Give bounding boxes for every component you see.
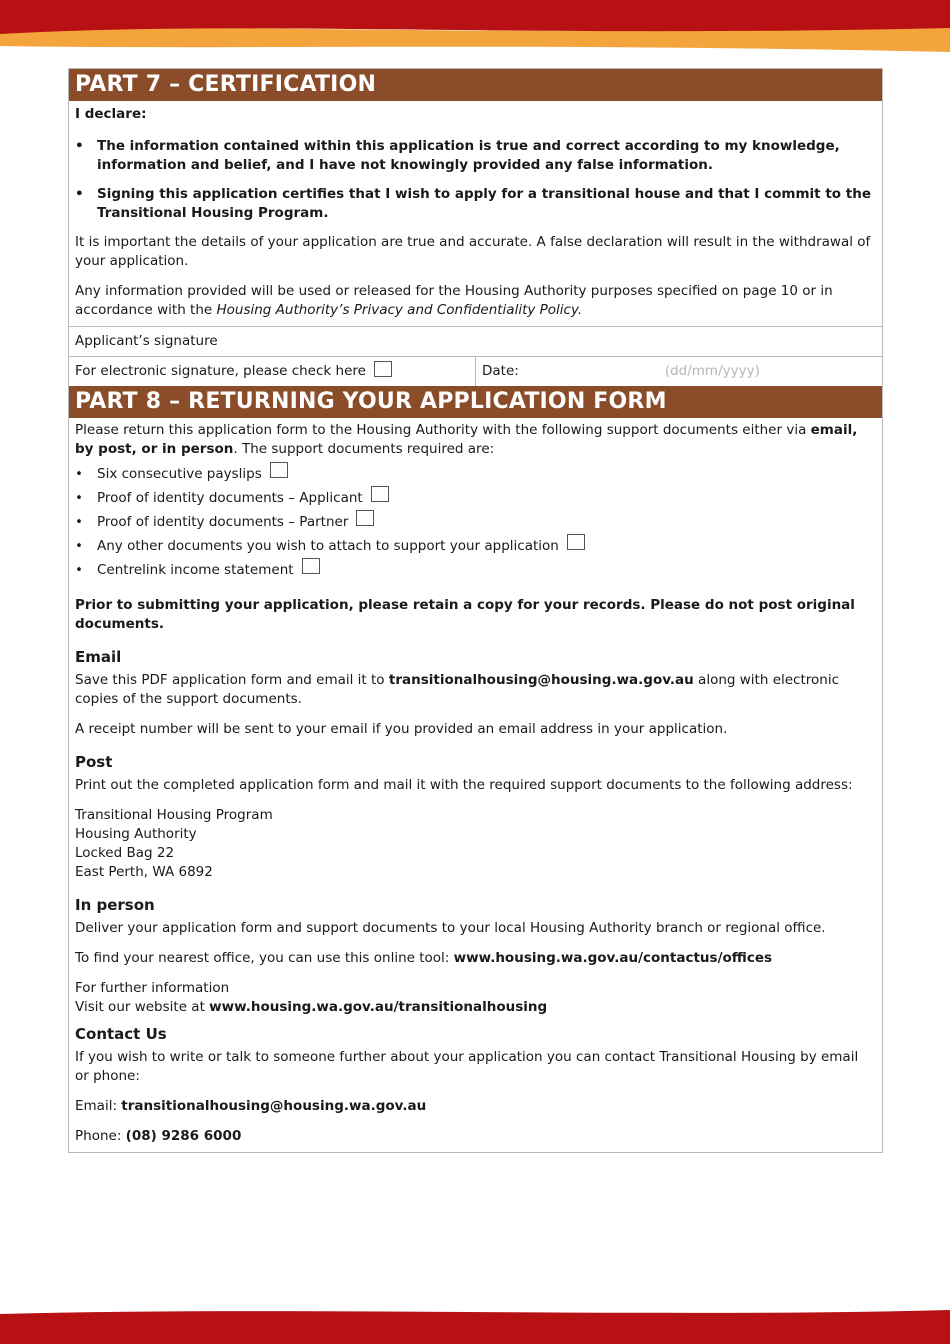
date-label: Date: — [482, 363, 519, 379]
declaration-text: Signing this application certifies that I wish to apply for a transitional house and that I commit to the Transitional Housing Program. — [97, 186, 871, 221]
accuracy-paragraph: It is important the details of your application are true and accurate. A false declaration will result in the withdrawal of your application. — [75, 234, 871, 269]
website-link[interactable]: www.housing.wa.gov.au/transitionalhousing — [209, 999, 548, 1015]
intro-tail: . The support documents required are: — [233, 441, 495, 457]
application-form — [68, 68, 883, 1153]
declaration-bullet — [75, 185, 876, 223]
contact-heading: Contact Us — [75, 1025, 167, 1043]
bullet-dot: • — [75, 138, 84, 154]
document-item — [75, 510, 876, 534]
document-checkbox[interactable] — [302, 558, 320, 574]
receipt-note: A receipt number will be sent to your email if you provided an email address in your application. — [75, 721, 728, 737]
email-tail: along with electronic copies of the support documents. — [75, 672, 840, 707]
contact-email — [75, 1097, 876, 1116]
esign-cell — [69, 357, 476, 386]
signature-row[interactable] — [69, 326, 882, 356]
intro-methods: email, by post, or in person — [75, 422, 858, 457]
email-heading: Email — [75, 648, 122, 666]
contact-phone-number: (08) 9286 6000 — [125, 1128, 242, 1144]
signature-label: Applicant’s signature — [75, 333, 218, 349]
visit-lead: Visit our website at — [75, 999, 210, 1015]
address-line: East Perth, WA 6892 — [75, 864, 213, 880]
declare-label: I declare: — [75, 106, 147, 122]
office-finder-lead: To find your nearest office, you can use this online tool: — [75, 950, 454, 966]
contact-phone — [75, 1127, 876, 1146]
date-field[interactable] — [476, 357, 882, 386]
privacy-paragraph — [75, 282, 876, 320]
contact-email-link[interactable]: transitionalhousing@housing.wa.gov.au — [121, 1098, 427, 1114]
part7-header: PART 7 – CERTIFICATION — [69, 69, 882, 101]
declaration-text: The information contained within this application is true and correct according to my knowledge, information and belief, and I have not knowingly provided any false information. — [97, 138, 840, 173]
in-person-heading: In person — [75, 896, 155, 914]
part8-body — [69, 418, 882, 1152]
contact-text: If you wish to write or talk to someone further about your application you can contact Transitional Housing by email or phone: — [75, 1049, 859, 1084]
bottom-decorative-band — [0, 1304, 950, 1344]
document-checkbox[interactable] — [270, 462, 288, 478]
document-item — [75, 486, 876, 510]
email-instructions — [75, 671, 876, 709]
office-finder — [75, 949, 876, 968]
intro-text: Please return this application form to the Housing Authority with the following support documents either via — [75, 422, 811, 438]
return-intro — [75, 421, 876, 459]
email-lead: Save this PDF application form and email it to — [75, 672, 389, 688]
date-placeholder: (dd/mm/yyyy) — [664, 363, 760, 379]
document-label: Centrelink income statement — [97, 562, 294, 578]
esign-date-row — [69, 356, 882, 386]
declaration-bullet — [75, 137, 876, 175]
bullet-dot: • — [75, 186, 84, 202]
address-line: Transitional Housing Program — [75, 807, 273, 823]
further-info-label: For further information — [75, 980, 230, 996]
document-label: Proof of identity documents – Partner — [97, 514, 349, 530]
document-label: Any other documents you wish to attach to support your application — [97, 538, 559, 554]
further-info — [75, 979, 876, 1017]
document-item — [75, 462, 876, 486]
bullet-dot: • — [75, 466, 83, 482]
office-finder-link[interactable]: www.housing.wa.gov.au/contactus/offices — [453, 950, 773, 966]
part8-header: PART 8 – RETURNING YOUR APPLICATION FORM — [69, 386, 882, 418]
address-line: Locked Bag 22 — [75, 845, 175, 861]
part7-body — [69, 101, 882, 326]
top-decorative-band — [0, 0, 950, 60]
retain-note: Prior to submitting your application, please retain a copy for your records. Please do not post original documents. — [75, 597, 855, 632]
document-item — [75, 558, 876, 582]
post-instructions: Print out the completed application form and mail it with the required support documents to the following address: — [75, 777, 853, 793]
email-address-link[interactable]: transitionalhousing@housing.wa.gov.au — [388, 672, 694, 688]
esign-label: For electronic signature, please check here — [75, 363, 366, 379]
esign-checkbox[interactable] — [374, 361, 392, 377]
bullet-dot: • — [75, 514, 83, 530]
bullet-dot: • — [75, 562, 83, 578]
bullet-dot: • — [75, 490, 83, 506]
privacy-text: Any information provided will be used or released for the Housing Authority purposes specified on page 10 or in accordance with the — [75, 283, 833, 318]
post-heading: Post — [75, 753, 113, 771]
document-checkbox[interactable] — [356, 510, 374, 526]
in-person-instructions: Deliver your application form and support documents to your local Housing Authority branch or regional office. — [75, 920, 826, 936]
contact-phone-label: Phone: — [75, 1128, 126, 1144]
document-label: Six consecutive payslips — [97, 466, 262, 482]
privacy-policy-title: Housing Authority’s Privacy and Confidentiality Policy. — [216, 302, 583, 318]
document-checkbox[interactable] — [567, 534, 585, 550]
document-checkbox[interactable] — [371, 486, 389, 502]
contact-email-label: Email: — [75, 1098, 122, 1114]
document-label: Proof of identity documents – Applicant — [97, 490, 363, 506]
postal-address — [75, 806, 876, 882]
address-line: Housing Authority — [75, 826, 197, 842]
document-item — [75, 534, 876, 558]
bullet-dot: • — [75, 538, 83, 554]
